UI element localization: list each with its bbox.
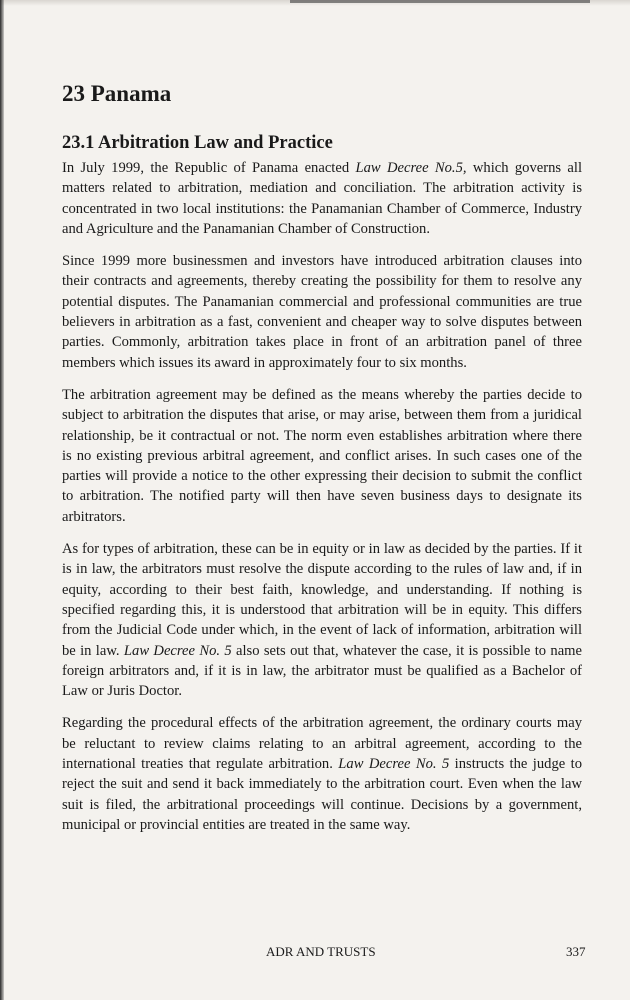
paragraph-1 [62,158,582,239]
paragraph-5-law-reference: Law Decree No. 5 [338,756,450,773]
paragraph-4-law-reference: Law Decree No. 5 [123,642,232,659]
paragraph-5-text-c: instructs the judge to reject the suit and send it back immediately to the arbitration court. Even when the law suit is filed, the arbitrational proceedings will continue. Decisions by a government, municipal or provincial entities are treated in the same way. [62,756,582,833]
chapter-title: 23 Panama [62,81,172,106]
paragraph-1-law-reference: Law Decree No.5, [355,160,467,176]
section-heading: 23.1 Arbitration Law and Practice [62,133,333,153]
paragraph-4-text-a: As for types of arbitration, these can be in equity or in law as decided by the parties. If it is in law, the arbitrators must resolve the dispute according to the rules of law and, if in equity, according to their best faith, knowledge, and understanding. If nothing is specified regarding this, it is understood that arbitration will be in equity. This differs from the Judicial Code under which, in the event of lack of information, arbitration will be in law. [62,541,582,659]
paragraph-5 [62,713,582,835]
paragraph-5-text-a: Regarding the procedural effects of the arbitration agreement, the ordinary courts may be reluctant to review claims relating to an arbitral agreement, according to the international treaties that regulate arbitration. [62,715,582,773]
page-number: 337 [566,944,586,959]
paragraph-4-text-c: also sets out that, whatever the case, it is possible to name foreign arbitrators and, if it is in law, the arbitrator must be qualified as a Bachelor of Law or Juris Doctor. [62,642,583,700]
paragraph-1-text-a: In July 1999, the Republic of Panama enacted [62,160,356,176]
paragraph-2: Since 1999 more businessmen and investors have introduced arbitration clauses into their contracts and agreements, thereby creating the possibility for them to resolve any potential disputes. The Panamanian commercial and professional communities are true believers in arbitration as a fast, convenient and cheaper way to solve disputes between parties. Commonly, arbitration takes place in front of an arbitration panel of three members which issues its award in approximately four to six months. [62,253,582,371]
scan-edge-left [0,0,4,1000]
page-footer [0,944,630,964]
paragraph-3: The arbitration agreement may be defined as the means whereby the parties decide to subject to arbitration the disputes that arise, or may arise, between them from a juridical relationship, be it contractual or not. The norm even establishes arbitration where there is no existing previous arbitral agreement, and conflict arises. In such cases one of the parties will provide a notice to the other expressing their decision to submit the conflict to arbitration. The notified party will then have seven business days to designate its arbitrators. [62,386,582,525]
paragraph-1-text-c: which governs all matters related to arbitration, mediation and conciliation. The arbitration activity is concentrated in two local institutions: the Panamanian Chamber of Commerce, Industry and Agriculture and the Panamanian Chamber of Construction. [62,160,583,237]
scan-mark-top [290,0,590,3]
running-title: ADR AND TRUSTS [266,944,376,959]
paragraph-4 [62,539,582,701]
page-body [62,78,582,847]
